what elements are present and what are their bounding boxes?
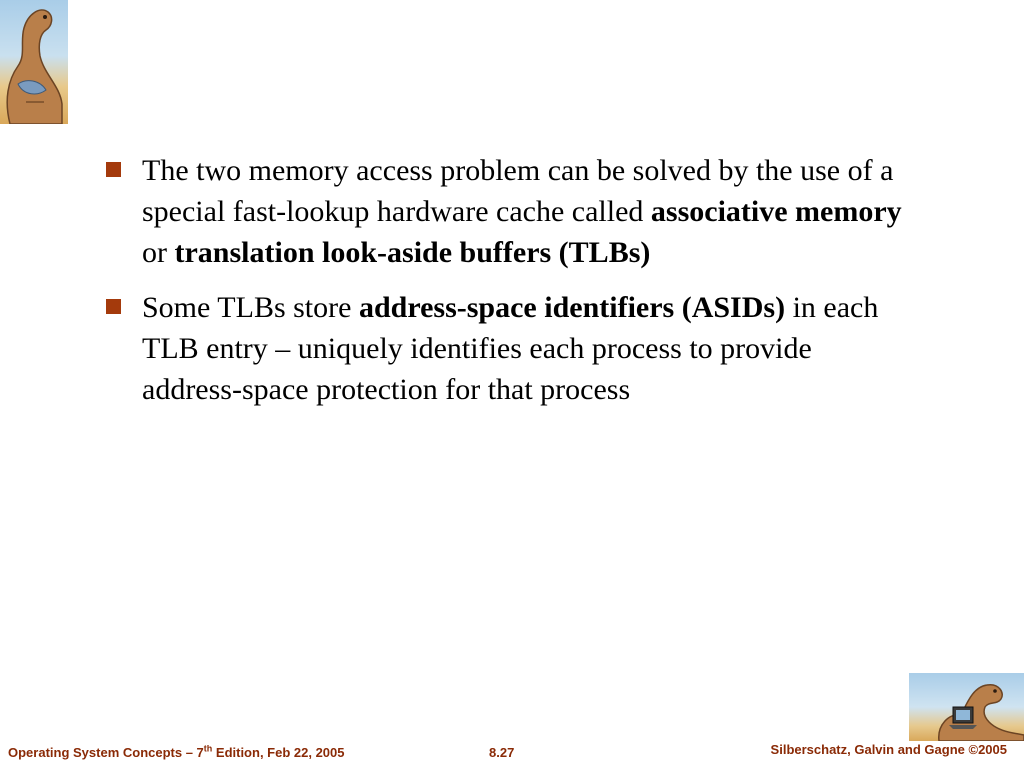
bullet-item-tlb-solution xyxy=(104,150,924,273)
bullet-text-part: The two memory access problem can be solved by the use of a special fast-lookup hardware cache called xyxy=(142,154,894,228)
term-associative-memory: associative memory xyxy=(650,195,902,228)
square-bullet-icon xyxy=(106,162,121,177)
bullet-item-asid xyxy=(104,287,924,410)
bullet-text-part: or xyxy=(142,236,175,269)
bullet-text-part: Some TLBs store xyxy=(142,291,359,324)
term-tlb: translation look-aside buffers (TLBs) xyxy=(174,236,651,269)
dinosaur-logo-bottom xyxy=(909,673,1024,741)
square-bullet-icon xyxy=(106,299,121,314)
bullet-text-part: in each TLB entry – uniquely identifies each process to provide address-space protection for that process xyxy=(142,291,879,406)
footer-book-title: Operating System Concepts – 7th Edition, Feb 22, 2005 xyxy=(8,743,345,760)
dinosaur-laptop-icon xyxy=(909,673,1024,741)
slide-body xyxy=(104,150,924,424)
term-asid: address-space identifiers (ASIDs) xyxy=(358,291,786,324)
dinosaur-icon xyxy=(0,0,68,124)
slide-number: 8.27 xyxy=(489,745,515,760)
footer-copyright: Silberschatz, Galvin and Gagne ©2005 xyxy=(770,742,1007,757)
dinosaur-logo-top xyxy=(0,0,68,124)
